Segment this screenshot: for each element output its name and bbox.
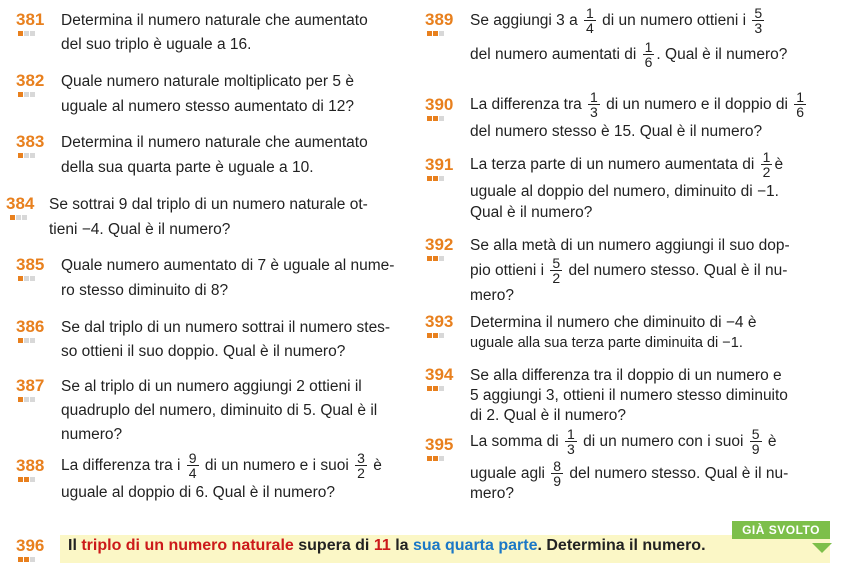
exercise-text: Se alla metà di un numero aggiungi il suo dop- [470, 237, 790, 254]
exercise-number: 396 [16, 536, 45, 555]
exercise-text: del suo triplo è uguale a 16. [61, 36, 252, 53]
exercise-text: La differenza tra $\frac{1}{3}$ di un numero e il doppio di $\frac{1}{6}$ [470, 89, 805, 121]
exercise-text: La terza parte di un numero aumentata di $\frac{1}{2}$ è [470, 149, 784, 181]
exercise-text: Se alla differenza tra il doppio di un numero e [470, 367, 782, 384]
tag-marker-icon [812, 543, 832, 553]
exercise-text: del numero stesso è 15. Qual è il numero? [470, 123, 763, 140]
difficulty-indicator [18, 557, 35, 562]
fraction: $\frac{1}{3}$ [567, 426, 575, 458]
exercise-number: 394 [425, 365, 454, 384]
exercise-text: Se aggiungi 3 a $\frac{1}{4}$ di un numero ottieni i $\frac{5}{3}$ [470, 5, 763, 37]
difficulty-indicator [18, 153, 35, 158]
fraction: $\frac{1}{6}$ [796, 89, 805, 121]
exercise-text: numero? [61, 426, 123, 443]
exercise-number: 382 [16, 71, 45, 90]
exercise-number: 386 [16, 317, 45, 336]
exercise-text: Qual è il numero? [470, 204, 593, 221]
gia-svolto-tag: GIÀ SVOLTO [732, 521, 830, 539]
difficulty-indicator [427, 176, 444, 181]
exercise-text: mero? [470, 287, 514, 304]
exercise-text: uguale al doppio del numero, diminuito di −1. [470, 183, 779, 200]
exercise-text: di 2. Qual è il numero? [470, 407, 626, 424]
difficulty-indicator [427, 256, 444, 261]
fraction: $\frac{3}{2}$ [357, 450, 365, 482]
difficulty-indicator [18, 477, 35, 482]
worked-example [0, 523, 854, 574]
difficulty-indicator [427, 456, 444, 461]
exercise-text: uguale alla sua terza parte diminuita di −1. [470, 335, 743, 351]
exercise-number: 392 [425, 235, 454, 254]
fraction: $\frac{1}{6}$ [644, 39, 653, 71]
exercise-text: del numero aumentati di $\frac{1}{6}$ . Qual è il numero? [470, 39, 788, 71]
exercise-text: Quale numero naturale moltiplicato per 5 è [61, 73, 354, 90]
difficulty-indicator [427, 333, 444, 338]
exercise-number: 395 [425, 435, 454, 454]
exercise-number: 385 [16, 255, 45, 274]
worked-statement: Il triplo di un numero naturale supera di 11 la sua quarta parte. Determina il numero. [68, 537, 706, 554]
exercise-number: 387 [16, 376, 45, 395]
exercise-number: 384 [6, 194, 35, 213]
exercise-text: Quale numero aumentato di 7 è uguale al nume- [61, 257, 395, 274]
fraction: $\frac{1}{3}$ [590, 89, 598, 121]
exercise-text: mero? [470, 485, 514, 502]
exercise-number: 383 [16, 132, 45, 151]
exercise-text: Determina il numero che diminuito di −4 è [470, 314, 757, 331]
exercise-text: uguale agli $\frac{8}{9}$ del numero stesso. Qual è il nu- [470, 458, 789, 490]
fraction: $\frac{1}{2}$ [762, 149, 771, 181]
exercise-text: 5 aggiungi 3, ottieni il numero stesso diminuito [470, 387, 788, 404]
exercise-number: 391 [425, 155, 454, 174]
fraction: $\frac{5}{2}$ [552, 255, 561, 287]
difficulty-indicator [427, 386, 444, 391]
exercise-text: Se dal triplo di un numero sottrai il numero stes- [61, 319, 391, 336]
exercise-text: tieni −4. Qual è il numero? [49, 221, 231, 238]
fraction: $\frac{8}{9}$ [553, 458, 562, 490]
difficulty-indicator [18, 31, 35, 36]
difficulty-indicator [427, 116, 444, 121]
difficulty-indicator [10, 215, 27, 220]
exercise-text: Se al triplo di un numero aggiungi 2 ottieni il [61, 378, 362, 395]
exercise-number: 393 [425, 312, 454, 331]
exercise-text: ro stesso diminuito di 8? [61, 282, 229, 299]
exercise-number: 390 [425, 95, 454, 114]
difficulty-indicator [18, 397, 35, 402]
fraction: $\frac{9}{4}$ [188, 450, 197, 482]
exercise-number: 389 [425, 10, 454, 29]
exercise-text: so ottieni il suo doppio. Qual è il numero? [61, 343, 346, 360]
fraction: $\frac{5}{3}$ [754, 5, 763, 37]
exercise-text: Se sottrai 9 dal triplo di un numero naturale ot- [49, 196, 368, 213]
exercise-text: Determina il numero naturale che aumentato [61, 134, 368, 151]
exercise-text: La somma di $\frac{1}{3}$ di un numero con i suoi $\frac{5}{9}$ è [470, 426, 777, 458]
exercise-text: uguale al numero stesso aumentato di 12? [61, 98, 354, 115]
exercise-text: pio ottieni i $\frac{5}{2}$ del numero stesso. Qual è il nu- [470, 255, 788, 287]
exercise-text: della sua quarta parte è uguale a 10. [61, 159, 314, 176]
difficulty-indicator [427, 31, 444, 36]
fraction: $\frac{5}{9}$ [751, 426, 760, 458]
exercise-number: 381 [16, 10, 45, 29]
exercise-text: uguale al doppio di 6. Qual è il numero? [61, 484, 336, 501]
exercise-text: La differenza tra i $\frac{9}{4}$ di un numero e i suoi $\frac{3}{2}$ è [61, 450, 382, 482]
exercise-text: Determina il numero naturale che aumentato [61, 12, 368, 29]
fraction: $\frac{1}{4}$ [586, 5, 594, 37]
exercise-text: quadruplo del numero, diminuito di 5. Qual è il [61, 402, 378, 419]
difficulty-indicator [18, 92, 35, 97]
difficulty-indicator [18, 338, 35, 343]
exercise-number: 388 [16, 456, 45, 475]
difficulty-indicator [18, 276, 35, 281]
